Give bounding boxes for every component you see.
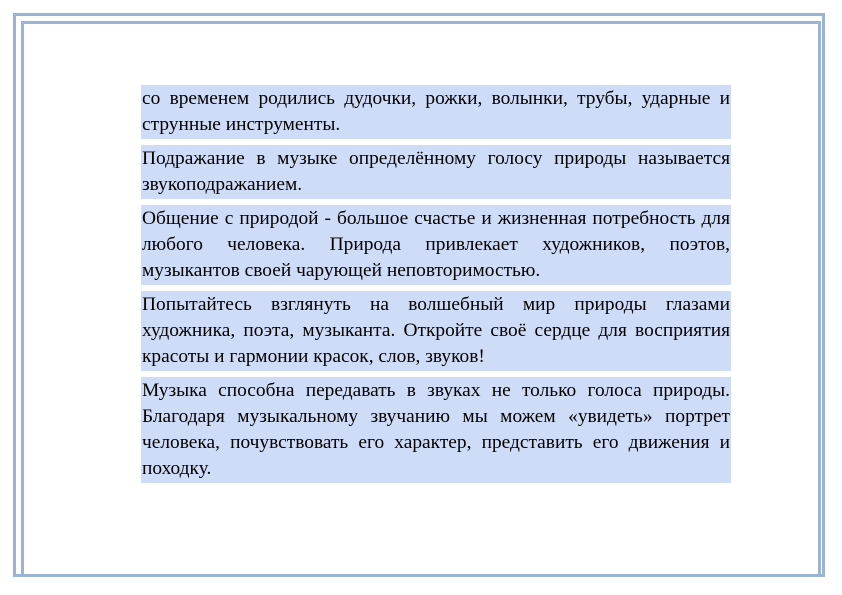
paragraph-1: со временем родились дудочки, рожки, волынки, трубы, ударные и струнные инструменты. [141,85,731,139]
paragraph-5: Музыка способна передавать в звуках не только голоса природы. Благодаря музыкальному звучанию мы можем «увидеть» портрет человека, почувствовать его характер, представить его движения и походку. [141,377,731,483]
paragraph-4: Попытайтесь взглянуть на волшебный мир природы глазами художника, поэта, музыканта. Откройте своё сердце для восприятия красоты и гармонии красок, слов, звуков! [141,291,731,371]
paragraph-3: Общение с природой - большое счастье и жизненная потребность для любого человека. Природа привлекает художников, поэтов, музыкантов своей чарующей неповторимостью. [141,205,731,285]
paragraph-2: Подражание в музыке определённому голосу природы называется звукоподражанием. [141,145,731,199]
text-block [141,85,731,489]
